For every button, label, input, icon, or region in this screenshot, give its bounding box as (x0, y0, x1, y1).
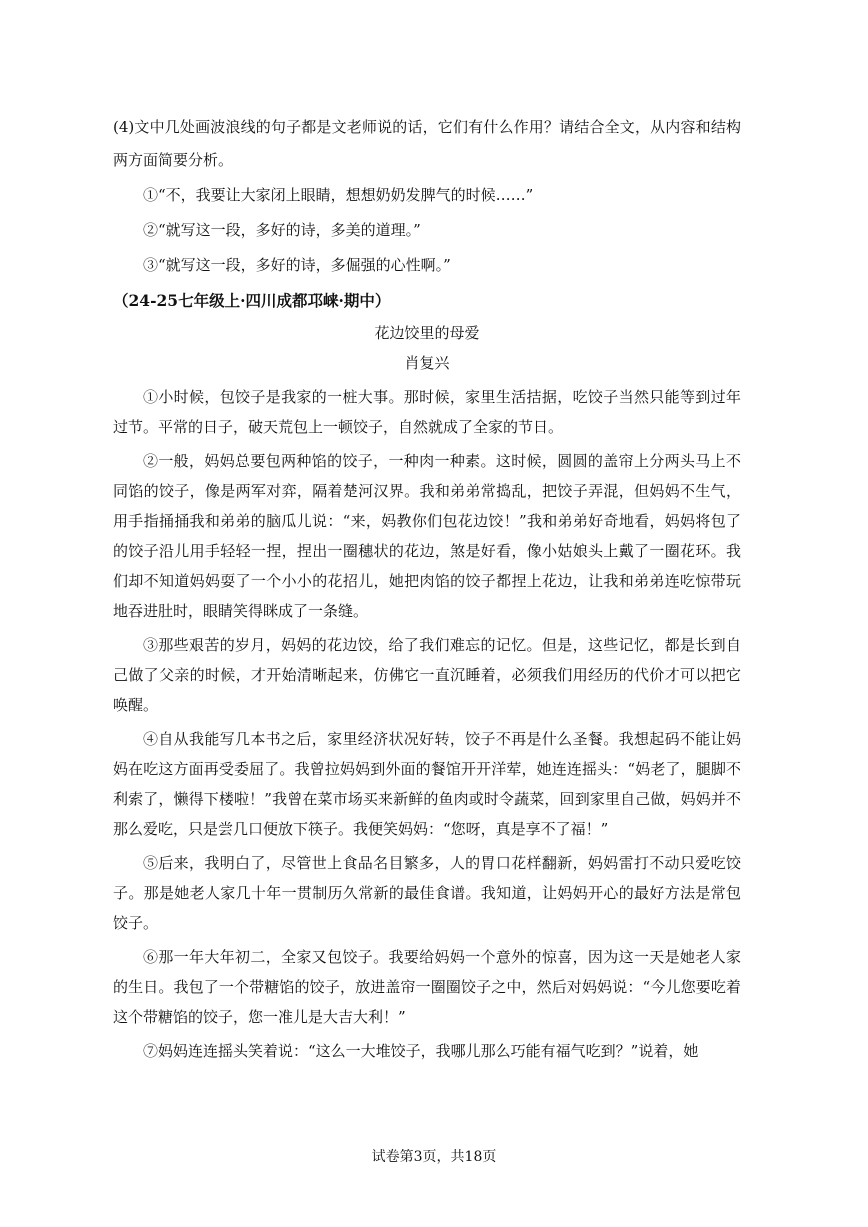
article-paragraph: ②一般，妈妈总要包两种馅的饺子，一种肉一种素。这时候，圆圆的盖帘上分两头马上不同馅的饺子，像是两军对弈，隔着楚河汉界。我和弟弟常捣乱，把饺子弄混，但妈妈不生气，用手指捅捅我和弟弟的脑瓜儿说：“来，妈教你们包花边饺！”我和弟弟好奇地看，妈妈将包了的饺子沿儿用手轻轻一捏，捏出一圈穗状的花边，煞是好看，像小姑娘头上戴了一圈花环。我们却不知道妈妈耍了一个小小的花招儿，她把肉馅的饺子都捏上花边，让我和弟弟连吃惊带玩地吞进肚时，眼睛笑得眯成了一条缝。 (113, 452, 741, 620)
page-content (113, 111, 741, 1066)
article-title: 花边饺里的母爱 (374, 324, 480, 342)
article-paragraph: ⑦妈妈连连摇头笑着说：“这么一大堆饺子，我哪儿那么巧能有福气吃到？”说着，她 (143, 1042, 699, 1060)
quote-option-1: ①“不，我要让大家闭上眼睛，想想奶奶发脾气的时候……” (143, 186, 534, 204)
article-paragraph: ④自从我能写几本书之后，家里经济状况好转，饺子不再是什么圣餐。我想起码不能让妈妈在吃这方面再受委屈了。我曾拉妈妈到外面的餐馆开开洋荤，她连连摇头：“妈老了，腿脚不利索了，懒得下楼啦！”我曾在菜市场买来新鲜的鱼肉或时令蔬菜，回到家里自己做，妈妈并不那么爱吃，只是尝几口便放下筷子。我便笑妈妈：“您呀，真是享不了福！” (113, 730, 741, 838)
article-paragraph: ⑤后来，我明白了，尽管世上食品名目繁多，人的胃口花样翻新，妈妈雷打不动只爱吃饺子。那是她老人家几十年一贯制历久常新的最佳食谱。我知道，让妈妈开心的最好方法是常包饺子。 (113, 854, 741, 932)
exam-source: （24-25七年级上·四川成都邛崃·期中） (113, 291, 391, 310)
question-text: (4)文中几处画波浪线的句子都是文老师说的话，它们有什么作用？请结合全文，从内容和结构两方面简要分析。 (113, 118, 741, 169)
quote-option-3: ③“就写这一段，多好的诗，多倔强的心性啊。” (143, 256, 451, 274)
article-author: 肖复兴 (404, 354, 450, 372)
article-paragraph: ⑥那一年大年初二，全家又包饺子。我要给妈妈一个意外的惊喜，因为这一天是她老人家的生日。我包了一个带糖馅的饺子，放进盖帘一圈圈饺子之中，然后对妈妈说：“今儿您要吃着这个带糖馅的饺子，您一准儿是大吉大利！” (113, 948, 741, 1026)
article-paragraph: ③那些艰苦的岁月，妈妈的花边饺，给了我们难忘的记忆。但是，这些记忆，都是长到自己做了父亲的时候，才开始清晰起来，仿佛它一直沉睡着，必须我们用经历的代价才可以把它唤醒。 (113, 636, 741, 714)
article-paragraph: ①小时候，包饺子是我家的一桩大事。那时候，家里生活拮据，吃饺子当然只能等到过年过节。平常的日子，破天荒包上一顿饺子，自然就成了全家的节日。 (113, 388, 741, 436)
quote-option-2: ②“就写这一段，多好的诗，多美的道理。” (143, 221, 421, 239)
page-footer: 试卷第3页，共18页 (371, 1149, 497, 1165)
